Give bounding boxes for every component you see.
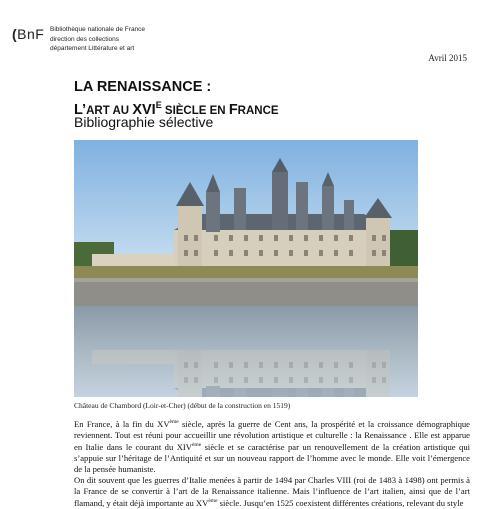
- body-text: [74, 417, 470, 509]
- superscript: ème: [208, 498, 218, 505]
- superscript: ème: [169, 419, 179, 425]
- text-run: siècle. Jusqu’en 1525 coexistent différentes créations, relevant du style: [217, 498, 464, 509]
- logo-text: BnF: [17, 26, 45, 42]
- figure-caption: Château de Chambord (Loir-et-Cher) (début de la construction en 1519): [74, 401, 291, 410]
- document-date: Avril 2015: [428, 53, 467, 63]
- title-superscript: E: [155, 100, 162, 110]
- paragraph: [74, 417, 470, 475]
- paragraph: [74, 475, 470, 509]
- text-run: siècle et se caractérise par un renouvellement de la création artistique qui s’appuie sur l’héritage de l’Antiquité et sur un nouveau rapport de l’homme avec le monde. Elle voit l’émergence de la pensée humaniste.: [74, 442, 471, 474]
- institution-line: département Littérature et art: [50, 45, 135, 52]
- title-part: SIÈCLE EN: [161, 105, 229, 117]
- text-run: siècle, après la guerre de Cent ans, la prospérité et la croissance démographique reviennent. Tout est réuni pour accueillir une révolution artistique et culturelle : la Renaissance . Elle est apparue en Italie dans le courant du XIV: [74, 418, 470, 453]
- title-part: XVI: [132, 102, 156, 118]
- institution-line: Bibliothèque nationale de France: [50, 26, 146, 33]
- document-subtitle: Bibliographie sélective: [74, 114, 214, 130]
- title-part: L’: [74, 102, 87, 118]
- institution-block: [50, 25, 145, 54]
- text-run: En France, à la fin du XV: [74, 418, 170, 429]
- title-line-1: LA RENAISSANCE :: [74, 79, 212, 95]
- bnf-logo: (BnF: [12, 26, 45, 42]
- chateau-de-chambord-photo: [74, 140, 418, 397]
- superscript: ème: [191, 442, 202, 449]
- text-run: On dit souvent que les guerres d’Italie menées à partir de 1494 par Charles VIII (roi de 1483 à 1498) ont permis à la France de se convertir à l’art de la Renaissance italienne. Mais l’influence de l’art italien, ainsi que de l’art flamand, y était déjà importante au XV: [74, 474, 470, 509]
- title-part: RANCE: [237, 105, 279, 117]
- title-part: F: [228, 102, 238, 118]
- title-part: ART AU: [86, 105, 133, 117]
- institution-line: direction des collections: [50, 35, 120, 43]
